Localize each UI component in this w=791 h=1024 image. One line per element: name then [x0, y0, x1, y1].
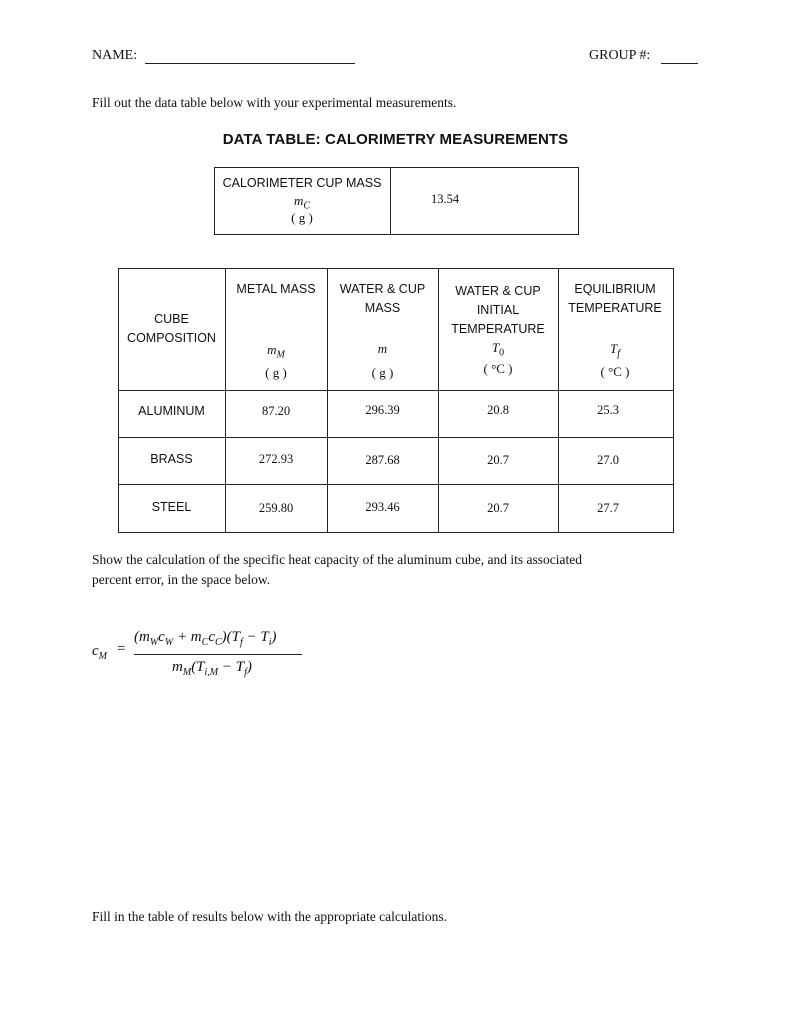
- cup-mass-unit: ( g ): [291, 210, 313, 225]
- formula-denominator: $m_M(T_{i,M} - T_f)$: [172, 659, 252, 678]
- formula-fraction-bar: [134, 654, 302, 655]
- specific-heat-formula: [92, 631, 342, 691]
- cell-equilibrium-temperature: 25.3: [597, 403, 619, 417]
- results-prompt: Fill in the table of results below with the appropriate calculations.: [92, 909, 448, 924]
- cell-metal-mass: 259.80: [258, 501, 294, 515]
- cell-metal-mass: 87.20: [261, 404, 291, 418]
- cell-initial-temperature: 20.7: [487, 453, 509, 467]
- cup-mass-label: CALORIMETER CUP MASS: [222, 176, 382, 190]
- group-blank-line[interactable]: [661, 63, 698, 64]
- formula-lhs: $c_M$: [92, 643, 108, 662]
- cell-water-cup-mass: 293.46: [365, 500, 400, 514]
- row-label-steel: STEEL: [151, 500, 192, 514]
- table-title: DATA TABLE: CALORIMETRY MEASUREMENTS: [222, 131, 569, 148]
- formula-numerator: $(m_Wc_W + m_Cc_C)(T_f - T_i)$: [134, 629, 277, 648]
- calculation-prompt-line1: Show the calculation of the specific heat capacity of the aluminum cube, and its associated: [92, 552, 582, 567]
- name-label: NAME:: [92, 48, 138, 63]
- cell-initial-temperature: 20.7: [487, 501, 509, 515]
- cell-equilibrium-temperature: 27.0: [597, 453, 619, 467]
- table-col-divider: [225, 268, 226, 532]
- header-initial-temperature: WATER & CUP INITIAL TEMPERATURE: [451, 284, 545, 336]
- cell-water-cup-mass: 287.68: [365, 453, 400, 467]
- unit-initial-temperature: ( °C ): [483, 361, 513, 376]
- table-row-divider: [118, 484, 673, 485]
- name-blank-line[interactable]: [145, 63, 355, 64]
- unit-water-cup-mass: ( g ): [371, 365, 394, 380]
- cup-mass-value: 13.54: [430, 192, 460, 206]
- formula-equals: =: [117, 641, 126, 657]
- group-label: GROUP #:: [589, 48, 651, 63]
- unit-metal-mass: ( g ): [265, 365, 287, 380]
- intro-text: Fill out the data table below with your experimental measurements.: [92, 95, 457, 110]
- cell-metal-mass: 272.93: [258, 452, 294, 466]
- cell-equilibrium-temperature: 27.7: [597, 501, 619, 515]
- symbol-water-cup-mass: m: [377, 341, 388, 356]
- symbol-equilibrium-temperature: $T_f$: [609, 341, 620, 360]
- header-water-cup-mass: WATER & CUP MASS: [339, 282, 426, 315]
- symbol-initial-temperature: $T_0$: [491, 340, 505, 359]
- calculation-prompt-line2: percent error, in the space below.: [92, 572, 271, 587]
- unit-equilibrium-temperature: ( °C ): [600, 364, 630, 379]
- cup-mass-symbol: $m_C$: [293, 193, 311, 212]
- header-equilibrium-temperature: EQUILIBRIUM TEMPERATURE: [568, 282, 662, 315]
- table-row-divider: [118, 390, 673, 391]
- header-metal-mass: METAL MASS: [236, 282, 316, 296]
- cell-water-cup-mass: 296.39: [365, 403, 400, 417]
- header-cube-composition: CUBE COMPOSITION: [127, 312, 216, 345]
- row-label-aluminum: ALUMINUM: [138, 404, 205, 418]
- cell-initial-temperature: 20.8: [487, 403, 509, 417]
- symbol-metal-mass: $m_M$: [267, 342, 285, 361]
- row-label-brass: BRASS: [150, 452, 193, 466]
- table-row-divider: [118, 437, 673, 438]
